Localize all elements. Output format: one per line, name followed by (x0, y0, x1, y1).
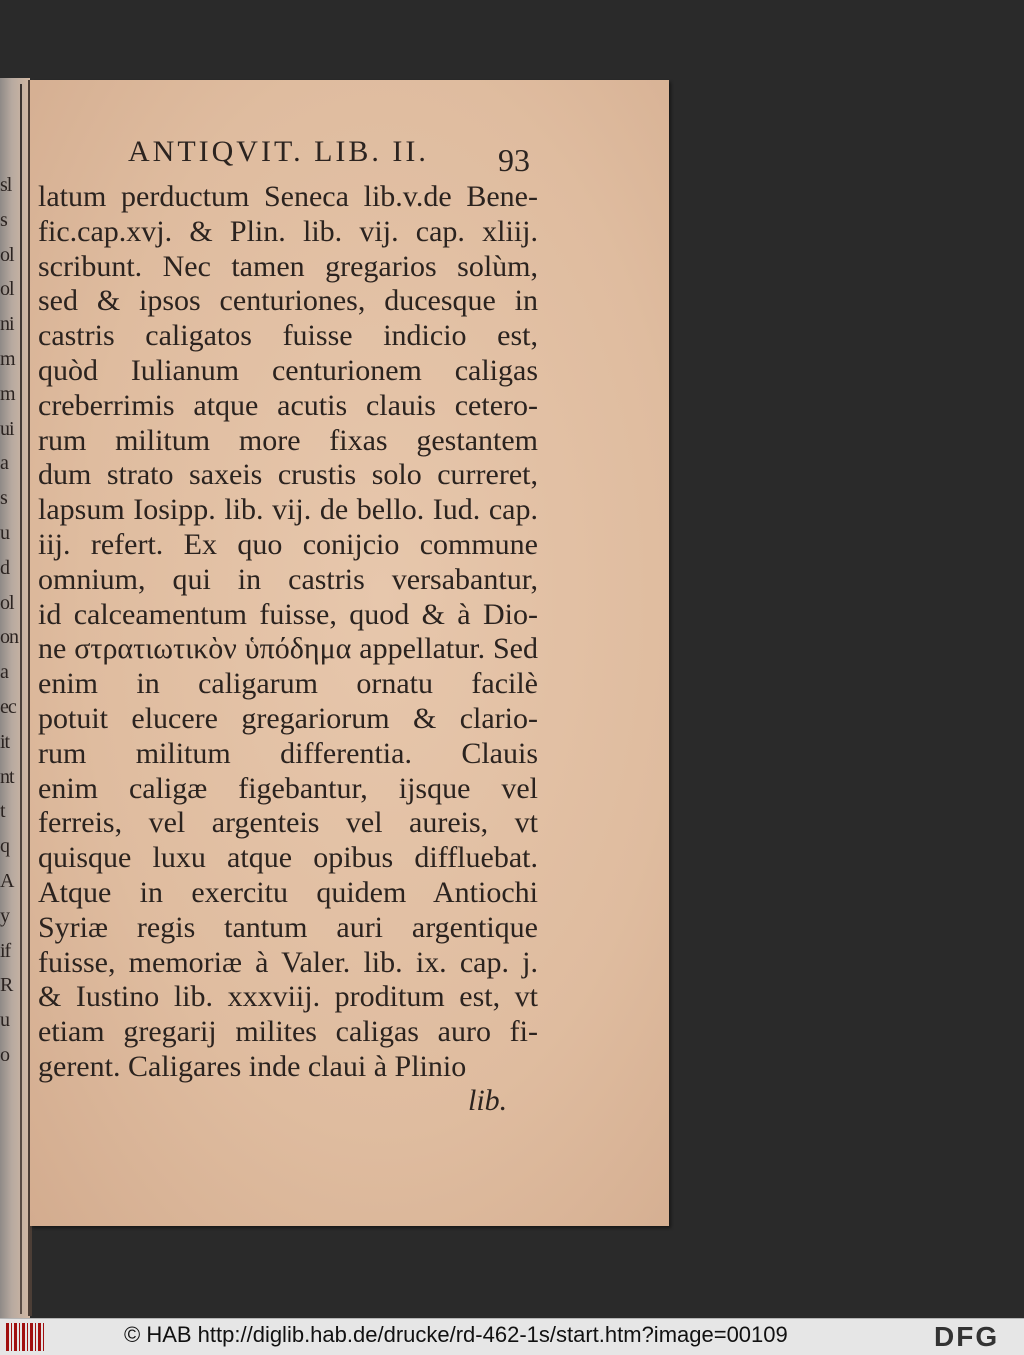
text-line: Syriæ regis tantum auri argentique (38, 910, 538, 944)
gutter-line (20, 84, 22, 1314)
previous-page-fragment: on (0, 626, 18, 649)
previous-page-fragment: sl (0, 174, 12, 196)
catchword: lib. (468, 1084, 508, 1117)
copyright-link[interactable]: © HAB http://diglib.hab.de/drucke/rd-462-1s/start.htm?image=00109 (124, 1322, 788, 1347)
previous-page-fragment: s (0, 208, 7, 231)
previous-page-fragment: y (0, 904, 9, 927)
previous-page-fragment: d (0, 556, 9, 579)
previous-page-fragment: A (0, 870, 14, 892)
text-line: quisque luxu atque opibus diffluebat. (38, 841, 538, 875)
previous-page-fragment: u (0, 522, 9, 544)
text-line: ne στρατιωτικὸν ὑπόδημα appellatur. Sed (38, 632, 538, 666)
previous-page-fragment: t (0, 800, 5, 823)
previous-page-fragment: it (0, 730, 10, 753)
text-line: omnium, qui in castris versabantur, (38, 562, 538, 596)
previous-page-fragment: ol (0, 591, 14, 614)
previous-page-fragment: nt (0, 765, 14, 788)
text-line: castris caligatos fuisse indicio est, (38, 319, 538, 353)
text-line: enim caligæ figebantur, ijsque vel (38, 771, 538, 805)
text-line: fic.cap.xvj. & Plin. lib. vij. cap. xliij. (38, 214, 538, 248)
text-line: id calceamentum fuisse, quod & à Dio- (38, 597, 538, 631)
previous-page-fragment: m (0, 348, 15, 370)
previous-page-fragment: if (0, 939, 11, 962)
previous-page-fragment: a (0, 452, 8, 475)
previous-page-fragment: ol (0, 243, 14, 266)
previous-page-fragment: a (0, 661, 8, 684)
text-line: lapsum Iosipp. lib. vij. de bello. Iud. cap. (38, 493, 538, 527)
text-line: scribunt. Nec tamen gregarios solùm, (38, 249, 538, 283)
text-line: rum militum differentia. Clauis (38, 736, 538, 770)
previous-page-fragment: ui (0, 417, 14, 440)
previous-page-edge (0, 78, 30, 1318)
text-line: fuisse, memoriæ à Valer. lib. ix. cap. j. (38, 945, 538, 979)
text-line: etiam gregarij milites caligas auro fi- (38, 1015, 538, 1049)
text-line: iij. refert. Ex quo conijcio commune (38, 527, 538, 561)
running-head: ANTIQVIT. LIB. II. (128, 135, 429, 168)
footer-bar (0, 1318, 1024, 1355)
previous-page-fragment: ol (0, 278, 14, 301)
text-line: latum perductum Seneca lib.v.de Bene- (38, 180, 538, 213)
previous-page-fragment: u (0, 1009, 9, 1032)
text-line: potuit elucere gregariorum & clario- (38, 701, 538, 735)
previous-page-fragment: o (0, 1044, 9, 1066)
previous-page-fragment: s (0, 487, 7, 510)
previous-page-fragment: q (0, 835, 9, 858)
previous-page-fragment: m (0, 382, 15, 405)
barcode-icon (6, 1323, 46, 1351)
text-line: & Iustino lib. xxxviij. proditum est, vt (38, 980, 538, 1014)
text-line: Atque in exercitu quidem Antiochi (38, 875, 538, 909)
book-page (30, 80, 669, 1226)
text-line: creberrimis atque acutis clauis cetero- (38, 388, 538, 422)
text-line: enim in caligarum ornatu facilè (38, 667, 538, 701)
text-line: quòd Iulianum centurionem caligas (38, 353, 538, 387)
text-line: sed & ipsos centuriones, ducesque in (38, 284, 538, 318)
page-number: 93 (498, 142, 530, 178)
text-line: ferreis, vel argenteis vel aureis, vt (38, 806, 538, 840)
text-block (38, 180, 538, 1085)
text-line: dum strato saxeis crustis solo curreret, (38, 458, 538, 492)
previous-page-fragment: R (0, 974, 13, 997)
previous-page-fragment: ec (0, 696, 16, 718)
dfg-logo: DFG (934, 1321, 1000, 1352)
text-line: rum militum more fixas gestantem (38, 423, 538, 457)
text-line: gerent. Caligares inde claui à Plinio (38, 1049, 467, 1083)
previous-page-fragment: ni (0, 313, 14, 336)
